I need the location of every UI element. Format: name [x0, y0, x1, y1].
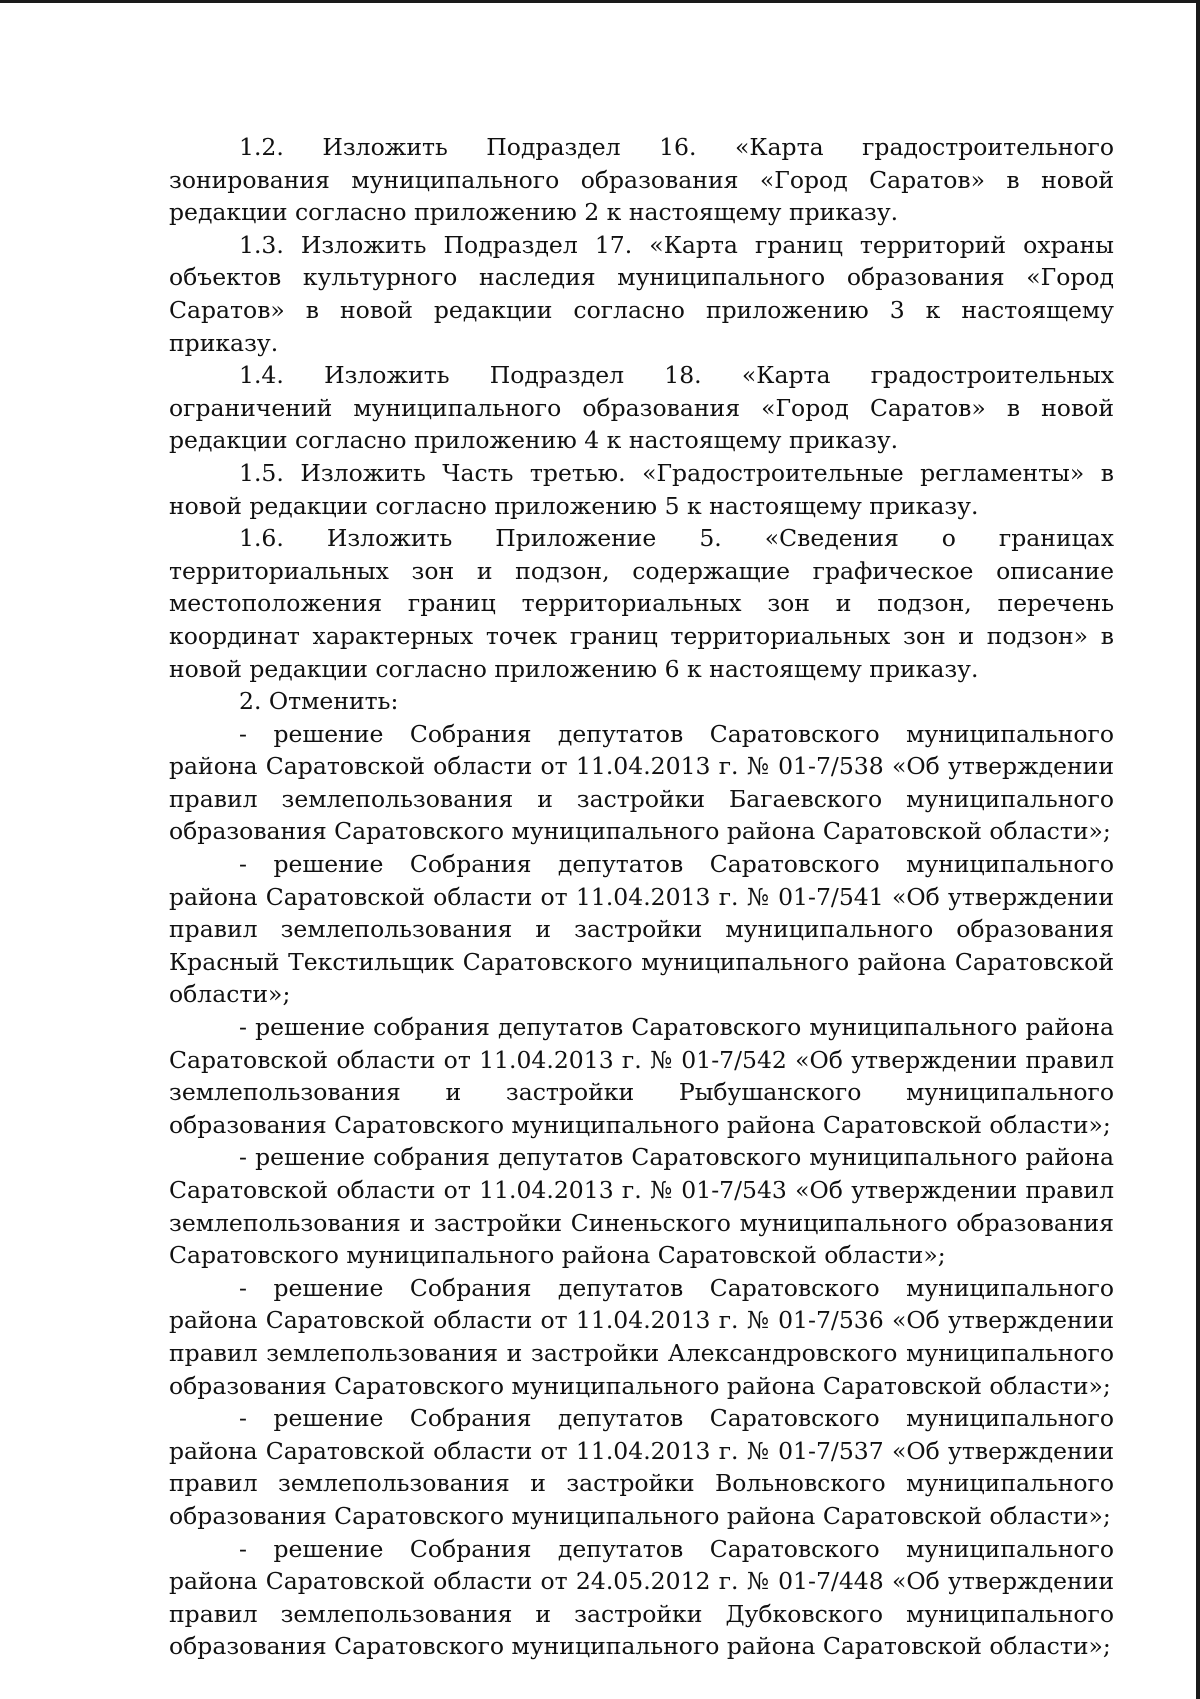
- list-item: - решение Собрания депутатов Саратовского муниципального района Саратовской области от 11.04.2013 г. № 01-7/537 «Об утверждении правил землепользования и застройки Вольновского муниципального образования Саратовского муниципального района Саратовской области»;: [169, 1404, 1114, 1530]
- document-body: [169, 131, 1114, 1663]
- list-item: - решение Собрания депутатов Саратовского муниципального района Саратовской области от 11.04.2013 г. № 01-7/536 «Об утверждении правил землепользования и застройки Александровского муниципального образования Саратовского муниципального района Саратовской области»;: [169, 1273, 1114, 1400]
- scan-edge-right: [1196, 0, 1200, 1699]
- paragraph-1-4: 1.4. Изложить Подраздел 18. «Карта градостроительных ограничений муниципального образования «Город Саратов» в новой редакции согласно приложению 4 к настоящему приказу.: [169, 361, 1114, 455]
- list-item: - решение собрания депутатов Саратовского муниципального района Саратовской области от 11.04.2013 г. № 01-7/543 «Об утверждении правил землепользования и застройки Синеньского муниципального образования Саратовского муниципального района Саратовской области»;: [169, 1143, 1114, 1270]
- list-item: - решение Собрания депутатов Саратовского муниципального района Саратовской области от 11.04.2013 г. № 01-7/538 «Об утверждении правил землепользования и застройки Багаевского муниципального образования Саратовского муниципального района Саратовской области»;: [169, 719, 1114, 846]
- list-item: - решение Собрания депутатов Саратовского муниципального района Саратовской области от 24.05.2012 г. № 01-7/448 «Об утверждении правил землепользования и застройки Дубковского муниципального образования Саратовского муниципального района Саратовской области»;: [169, 1534, 1114, 1661]
- scan-edge-top: [0, 0, 1200, 3]
- paragraph-1-6: 1.6. Изложить Приложение 5. «Сведения о границах территориальных зон и подзон, содержащие графическое описание местоположения границ территориальных зон и подзон, перечень координат характерных точек границ территориальных зон и подзон» в новой редакции согласно приложению 6 к настоящему приказу.: [169, 524, 1114, 683]
- paragraph-1-3: 1.3. Изложить Подраздел 17. «Карта границ территорий охраны объектов культурного наследия муниципального образования «Город Саратов» в новой редакции согласно приложению 3 к настоящему приказу.: [169, 230, 1114, 357]
- list-item: - решение собрания депутатов Саратовского муниципального района Саратовской области от 11.04.2013 г. № 01-7/542 «Об утверждении правил землепользования и застройки Рыбушанского муниципального образования Саратовского муниципального района Саратовской области»;: [169, 1013, 1114, 1139]
- paragraph-1-5: 1.5. Изложить Часть третью. «Градостроительные регламенты» в новой редакции согласно приложению 5 к настоящему приказу.: [169, 458, 1114, 520]
- paragraph-2: 2. Отменить:: [239, 687, 399, 716]
- paragraph-1-2: 1.2. Изложить Подраздел 16. «Карта градостроительного зонирования муниципального образования «Город Саратов» в новой редакции согласно приложению 2 к настоящему приказу.: [169, 133, 1114, 227]
- list-item: - решение Собрания депутатов Саратовского муниципального района Саратовской области от 11.04.2013 г. № 01-7/541 «Об утверждении правил землепользования и застройки муниципального образования Красный Текстильщик Саратовского муниципального района Саратовской области»;: [169, 850, 1114, 1009]
